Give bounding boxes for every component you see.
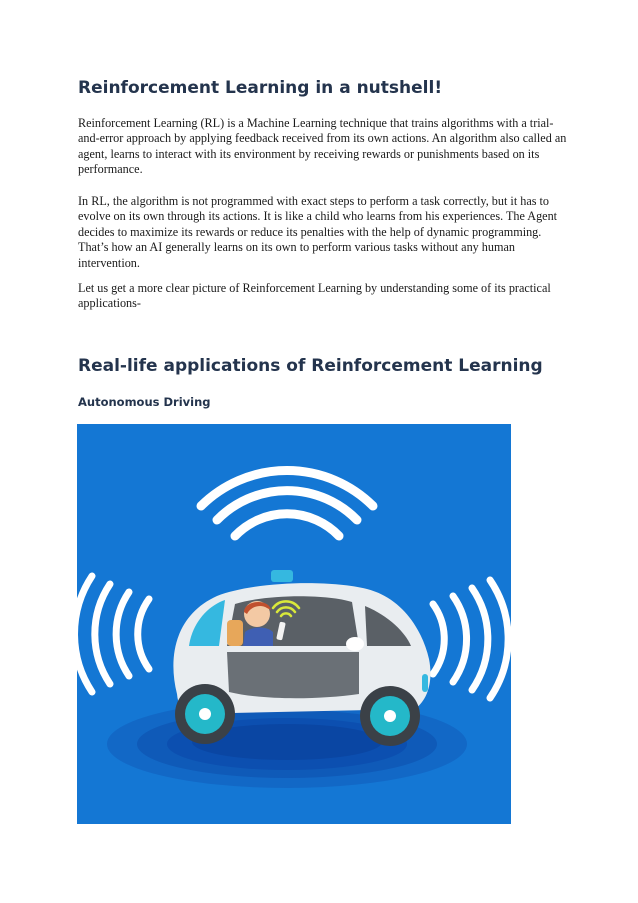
autonomous-car-illustration [77, 424, 511, 824]
section-heading-real-life-applications: Real-life applications of Reinforcement Learning [78, 356, 543, 376]
paragraph-rl-definition: Reinforcement Learning (RL) is a Machine Learning technique that trains algorithms with a trial-and-error approach by applying feedback received from its own actions. An algorithm also called an agent, learns to interact with its environment by receiving rewards or punishments based on its performance. [78, 116, 567, 177]
rear-wheel [360, 686, 420, 746]
subheading-autonomous-driving: Autonomous Driving [78, 395, 211, 409]
door-panel [227, 652, 359, 698]
rear-light [422, 674, 428, 692]
front-wheel [175, 684, 235, 744]
autonomous-car-svg [77, 424, 511, 824]
roof-sensor [271, 570, 293, 582]
headlight [346, 637, 364, 651]
paragraph-rl-evolution: In RL, the algorithm is not programmed with exact steps to perform a task correctly, but it has to evolve on its own through its actions. It is like a child who learns from his experiences. The Agent decides to maximize its rewards or reduce its penalties with the help of dynamic programming. That’s how an AI generally learns on its own to perform various tasks without any human intervention. [78, 194, 558, 270]
paragraph-rl-applications-intro: Let us get a more clear picture of Reinforcement Learning by understanding some of its practical applications- [78, 281, 551, 311]
section-heading-rl-nutshell: Reinforcement Learning in a nutshell! [78, 78, 443, 98]
